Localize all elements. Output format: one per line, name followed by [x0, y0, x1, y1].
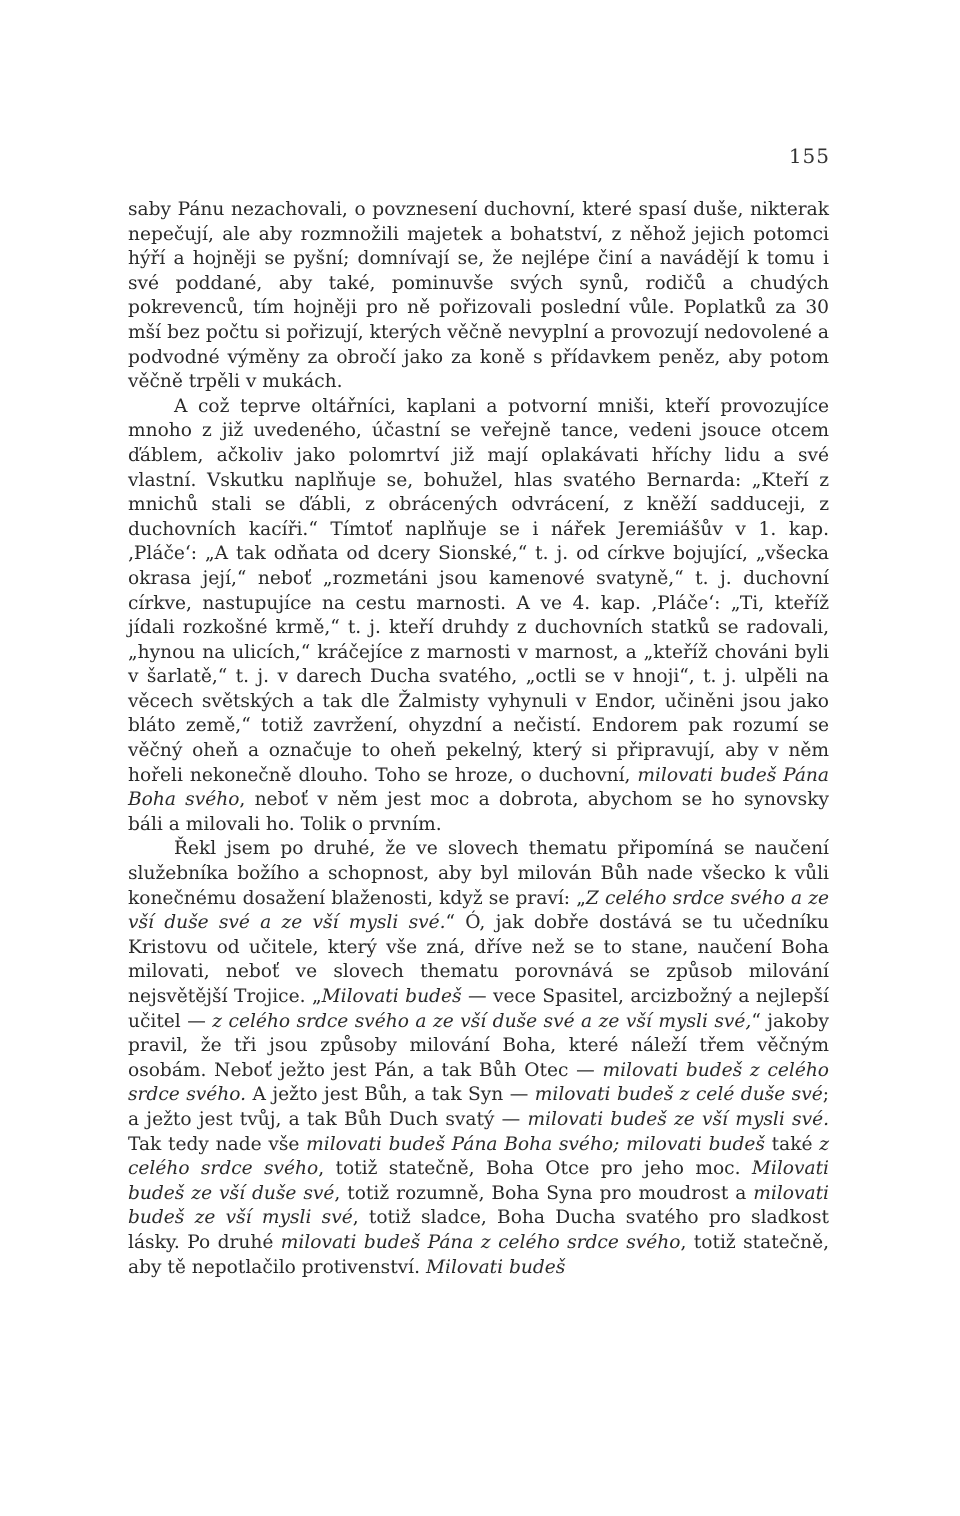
italic-quote: milovati budeš ze vší mysli své. [527, 1108, 829, 1130]
paragraph-1 [128, 198, 829, 395]
italic-quote: milovati budeš z celé duše své [534, 1084, 823, 1106]
italic-quote: milovati budeš z celého srdce svého. [128, 1059, 829, 1106]
text-run: “ Ó, jak dobře dostává se tu učedníku Kristovu od učitele, který vše zná, dříve než se to stane, naučení Boha milovati, neboť ve slovech thematu porovnává se způsob milování nejsvětější Trojice. „ [128, 912, 829, 1007]
italic-quote: Milovati budeš ze vší duše své [128, 1158, 829, 1204]
text-run: , neboť v něm jest moc a dobrota, abychom se ho synovsky báli a milovali ho. Tolik o prvním. [128, 789, 829, 835]
text-run: ; a ježto jest tvůj, a tak Bůh Duch svatý — [128, 1084, 829, 1130]
text-run: Tak tedy nade vše [128, 1133, 307, 1155]
italic-quote: milovati budeš Pána Boha svého; milovati budeš [306, 1133, 765, 1155]
italic-quote: z celého srdce svého a ze vší duše své a ze vší mysli své, [212, 1010, 752, 1032]
text-run: Řekl jsem po druhé, že ve slovech thematu připomíná se naučení služebníka božího a schopnost, aby byl milován Bůh nade všecko k vůli konečnému dosažení blaženosti, když se praví: „ [128, 838, 829, 909]
text-run: saby Pánu nezachovali, o povznesení duchovní, které spasí duše, nikterak nepečují, ale aby rozmnožili majetek a bohatství, z něhož jejich potomci hýří a hojněji se pyšní; domnívají se, že nejlépe činí a navádějí k tomu i své poddané, aby také, pominuvše svých synů, rodičů a chudých pokrevenců, tím hojněji pro ně pořizovali poslední vůle. Poplatků za 30 mší bez počtu si pořizují, kterých věčně nevyplní a provozují nedovolené a podvodné výměny za obročí jako za koně s přídavkem peněz, aby potom věčně trpěli v mukách. [128, 199, 829, 393]
italic-quote: milovati budeš ze vší mysli své [128, 1182, 830, 1229]
italic-quote: milovati budeš Pána z celého srdce svého [280, 1231, 681, 1253]
italic-quote: z celého srdce svého [128, 1133, 830, 1180]
body-text [128, 198, 829, 1280]
paragraph-2 [128, 395, 829, 838]
paragraph-3 [128, 837, 829, 1280]
text-run: také [764, 1133, 820, 1155]
page-number: 155 [788, 144, 830, 168]
italic-quote: Z celého srdce svého a ze vší duše své a ze vší mysli své. [128, 887, 829, 934]
text-run: A což teprve oltářníci, kaplani a potvorní mniši, kteří provozujíce mnoho z již uvedeného, účastní se veřejně tance, vedeni jsouce otcem ďáblem, ačkoliv jako polomrtví již mají oplakávati hříchy lidu a své vlastní. Vskutku naplňuje se, bohužel, hlas svatého Bernarda: „Kteří z mnichů stali se ďábli, z obrácených odvrácení, z kněží sadduceji, z duchovních kacíři.“ Tímtoť naplňuje se i nářek Jeremiášův v 1. kap. ‚Pláče‘: „A tak odňata od dcery Sionské,“ t. j. od církve bojující, „všecka okrasa její,“ neboť „rozmetáni jsou kamenové svatyně,“ t. j. duchovní církve, nastupujíce na cestu marnosti. A ve 4. kap. ‚Pláče‘: „Ti, kteříž jídali rozkošné krmě,“ t. j. kteří druhdy z duchovních statků se radovali, „hynou na ulicích,“ kráčejíce z marnosti v marnost, a „kteříž chováni byli v šarlatě,“ t. j. v darech Ducha svatého, „octli se v hnoji“, t. j. ulpěli na věcech světských a tak dle Žalmisty vyhynuli v Endor, učiněni jsou jako bláto země,“ totiž zavržení, ohyzdní a nečistí. Endorem pak rozumí se věčný oheň a označuje to oheň pekelný, který si připravují, aby v něm hořeli nekonečně dlouho. Toho se hroze, o duchovní, [128, 395, 829, 786]
text-run: — vece Spasitel, arcizbožný a nejlepší učitel — [128, 986, 829, 1032]
text-run: , totiž statečně, aby tě nepotlačilo protivenství. [128, 1231, 829, 1278]
text-run: “ jakoby pravil, že tři jsou způsoby milování Boha, které náleží třem věčným osobám. Neboť ježto jest Pán, a tak Bůh Otec — [128, 1010, 829, 1081]
italic-quote: Milovati budeš [321, 986, 462, 1007]
italic-quote: Milovati budeš [425, 1256, 566, 1278]
text-run: , totiž sladce, Boha Ducha svatého pro sladkost lásky. Po druhé [128, 1207, 829, 1253]
text-run: , totiž statečně, Boha Otce pro jeho moc. [318, 1158, 752, 1180]
text-run: A ježto jest Bůh, a tak Syn — [246, 1084, 535, 1106]
text-run: , totiž rozumně, Boha Syna pro moudrost a [334, 1182, 754, 1204]
italic-quote: milovati budeš Pána Boha svého [128, 764, 829, 811]
